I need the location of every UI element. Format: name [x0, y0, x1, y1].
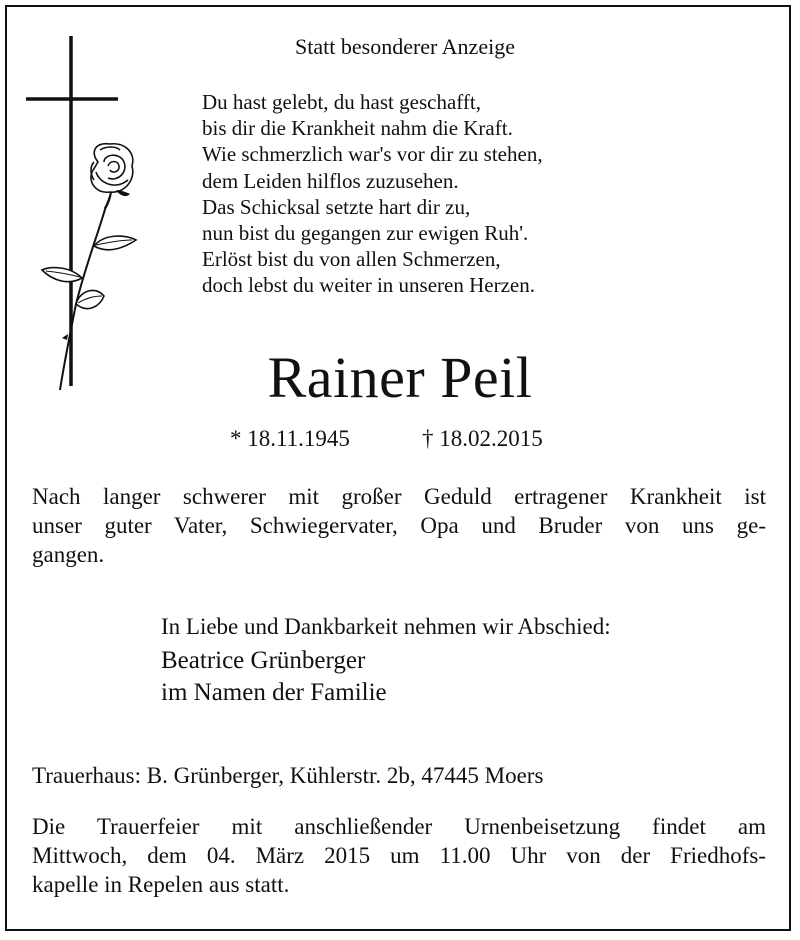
farewell-text: In Liebe und Dankbarkeit nehmen wir Abschied:	[161, 614, 611, 639]
poem-line: Du hast gelebt, du hast geschafft,	[202, 90, 481, 114]
deceased-name: Rainer Peil	[267, 345, 533, 410]
ceremony-text	[32, 812, 766, 899]
announcement-line: unser guter Vater, Schwiegervater, Opa und Bruder von uns ge-	[32, 513, 766, 538]
birth-date: * 18.11.1945	[230, 426, 350, 451]
poem-line: doch lebst du weiter in unseren Herzen.	[202, 273, 535, 298]
announcement-line: gangen.	[32, 542, 105, 567]
signatory-name: Beatrice Grünberger	[161, 647, 366, 674]
ceremony-line: kapelle in Repelen aus statt.	[32, 872, 290, 897]
ceremony-line: Mittwoch, dem 04. März 2015 um 11.00 Uhr von der Friedhofs-	[32, 843, 766, 868]
ceremony-line: Die Trauerfeier mit anschließender Urnenbeisetzung findet am	[32, 814, 766, 839]
poem-line: bis dir die Krankheit nahm die Kraft.	[202, 116, 513, 141]
poem	[202, 89, 543, 299]
signatory-note: im Namen der Familie	[161, 679, 387, 706]
death-date: † 18.02.2015	[422, 426, 543, 451]
poem-line: dem Leiden hilflos zuzusehen.	[202, 168, 459, 193]
notice-header: Statt besonderer Anzeige	[295, 34, 515, 59]
poem-line: Erlöst bist du von allen Schmerzen,	[202, 247, 501, 272]
poem-line: Wie schmerzlich war's vor dir zu stehen,	[202, 142, 543, 167]
announcement-line: Nach langer schwerer mit großer Geduld ertragener Krankheit ist	[32, 484, 766, 509]
poem-line: Das Schicksal setzte hart dir zu,	[202, 194, 471, 219]
mourning-house: Trauerhaus: B. Grünberger, Kühlerstr. 2b, 47445 Moers	[32, 763, 544, 788]
announcement-text	[32, 482, 766, 569]
poem-line: nun bist du gegangen zur ewigen Ruh'.	[202, 221, 529, 246]
